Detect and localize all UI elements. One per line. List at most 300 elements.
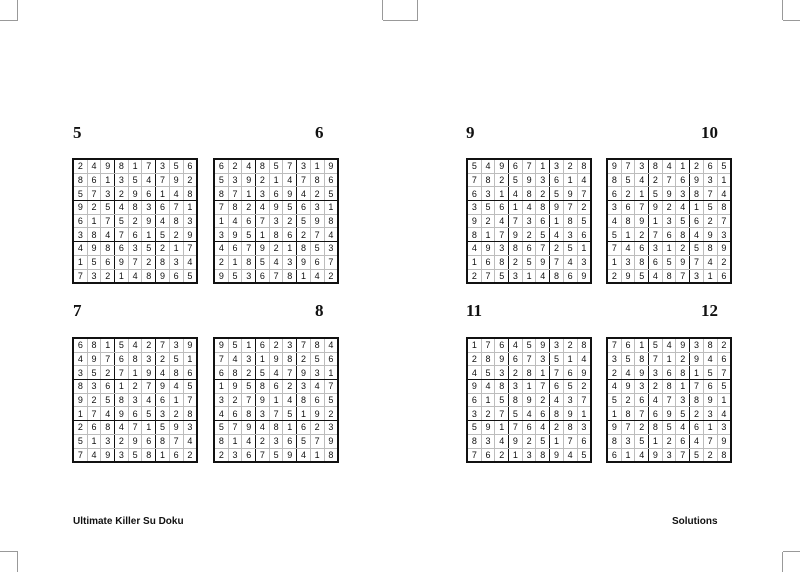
sudoku-cell: 9 (467, 380, 481, 394)
sudoku-cell: 6 (101, 380, 115, 394)
sudoku-cell: 9 (635, 214, 649, 228)
sudoku-cell: 8 (242, 407, 256, 421)
sudoku-cell: 1 (101, 338, 115, 352)
sudoku-cell: 4 (509, 187, 523, 201)
sudoku-cell: 9 (577, 269, 591, 283)
sudoku-cell: 7 (481, 338, 495, 352)
sudoku-cell: 6 (550, 380, 564, 394)
sudoku-cell: 9 (128, 187, 142, 201)
sudoku-cell: 4 (635, 173, 649, 187)
sudoku-cell: 6 (607, 448, 621, 462)
sudoku-cell: 8 (467, 434, 481, 448)
sudoku-cell: 7 (297, 173, 311, 187)
sudoku-cell: 6 (495, 201, 509, 215)
sudoku-cell: 3 (563, 393, 577, 407)
sudoku-cell: 2 (467, 352, 481, 366)
sudoku-cell: 3 (635, 380, 649, 394)
sudoku-row (607, 228, 731, 242)
sudoku-cell: 4 (101, 407, 115, 421)
sudoku-cell: 3 (128, 242, 142, 256)
sudoku-cell: 5 (73, 434, 87, 448)
sudoku-cell: 1 (649, 434, 663, 448)
sudoku-cell: 9 (101, 448, 115, 462)
sudoku-cell: 1 (228, 255, 242, 269)
sudoku-cell: 6 (577, 228, 591, 242)
sudoku-cell: 2 (662, 434, 676, 448)
sudoku-cell: 6 (156, 393, 170, 407)
sudoku-cell: 8 (495, 255, 509, 269)
sudoku-cell: 1 (169, 242, 183, 256)
sudoku-cell: 3 (183, 421, 197, 435)
sudoku-cell: 8 (550, 407, 564, 421)
sudoku-cell: 7 (242, 242, 256, 256)
sudoku-row (214, 187, 338, 201)
sudoku-cell: 5 (577, 448, 591, 462)
sudoku-cell: 1 (703, 269, 717, 283)
sudoku-cell: 5 (101, 393, 115, 407)
sudoku-cell: 2 (142, 338, 156, 352)
sudoku-cell: 7 (607, 338, 621, 352)
sudoku-cell: 3 (607, 352, 621, 366)
sudoku-cell: 1 (577, 242, 591, 256)
sudoku-row (214, 434, 338, 448)
sudoku-cell: 3 (536, 352, 550, 366)
sudoku-cell: 8 (649, 421, 663, 435)
sudoku-cell: 3 (509, 269, 523, 283)
sudoku-row (73, 255, 197, 269)
sudoku-cell: 8 (214, 187, 228, 201)
sudoku-cell: 9 (242, 421, 256, 435)
sudoku-cell: 4 (481, 380, 495, 394)
sudoku-cell: 3 (269, 434, 283, 448)
sudoku-cell: 9 (101, 159, 115, 173)
sudoku-cell: 6 (509, 159, 523, 173)
sudoku-cell: 3 (242, 352, 256, 366)
sudoku-cell: 6 (214, 159, 228, 173)
sudoku-cell: 8 (269, 421, 283, 435)
sudoku-cell: 2 (509, 255, 523, 269)
sudoku-row (607, 448, 731, 462)
sudoku-cell: 2 (509, 366, 523, 380)
sudoku-cell: 2 (563, 338, 577, 352)
sudoku-cell: 8 (228, 201, 242, 215)
sudoku-cell: 9 (214, 269, 228, 283)
sudoku-cell: 8 (563, 214, 577, 228)
sudoku-cell: 2 (142, 255, 156, 269)
sudoku-cell: 7 (142, 380, 156, 394)
sudoku-row (467, 201, 591, 215)
sudoku-cell: 9 (87, 352, 101, 366)
sudoku-cell: 2 (703, 214, 717, 228)
sudoku-row (73, 214, 197, 228)
sudoku-table (466, 158, 592, 284)
sudoku-cell: 9 (310, 214, 324, 228)
sudoku-cell: 8 (690, 393, 704, 407)
sudoku-row (214, 421, 338, 435)
sudoku-cell: 3 (621, 434, 635, 448)
sudoku-cell: 2 (662, 201, 676, 215)
sudoku-row (214, 366, 338, 380)
sudoku-cell: 6 (128, 407, 142, 421)
sudoku-row (73, 366, 197, 380)
sudoku-cell: 6 (690, 421, 704, 435)
sudoku-cell: 8 (228, 366, 242, 380)
sudoku-cell: 2 (310, 187, 324, 201)
sudoku-cell: 1 (128, 366, 142, 380)
sudoku-cell: 2 (269, 242, 283, 256)
sudoku-cell: 2 (214, 255, 228, 269)
sudoku-cell: 9 (662, 407, 676, 421)
sudoku-cell: 5 (283, 201, 297, 215)
sudoku-row (607, 338, 731, 352)
sudoku-cell: 5 (115, 338, 129, 352)
sudoku-cell: 5 (142, 242, 156, 256)
sudoku-cell: 5 (156, 228, 170, 242)
crop-mark (400, 20, 418, 21)
sudoku-cell: 8 (169, 366, 183, 380)
sudoku-cell: 7 (128, 421, 142, 435)
sudoku-cell: 7 (676, 448, 690, 462)
sudoku-cell: 8 (87, 228, 101, 242)
sudoku-cell: 3 (467, 201, 481, 215)
sudoku-cell: 6 (101, 255, 115, 269)
sudoku-cell: 3 (536, 173, 550, 187)
sudoku-cell: 7 (577, 393, 591, 407)
sudoku-cell: 4 (128, 269, 142, 283)
sudoku-cell: 7 (156, 173, 170, 187)
sudoku-cell: 5 (169, 352, 183, 366)
sudoku-cell: 6 (256, 338, 270, 352)
sudoku-cell: 4 (703, 352, 717, 366)
sudoku-cell: 6 (269, 187, 283, 201)
sudoku-cell: 5 (607, 228, 621, 242)
sudoku-cell: 2 (495, 448, 509, 462)
sudoku-row (214, 159, 338, 173)
sudoku-cell: 7 (169, 201, 183, 215)
sudoku-cell: 2 (607, 269, 621, 283)
sudoku-cell: 4 (256, 201, 270, 215)
sudoku-cell: 9 (269, 352, 283, 366)
sudoku-row (467, 380, 591, 394)
sudoku-cell: 2 (73, 159, 87, 173)
sudoku-row (607, 242, 731, 256)
sudoku-cell: 1 (297, 407, 311, 421)
sudoku-cell: 8 (128, 352, 142, 366)
sudoku-cell: 8 (183, 407, 197, 421)
sudoku-cell: 2 (703, 448, 717, 462)
sudoku-cell: 6 (550, 173, 564, 187)
sudoku-cell: 6 (703, 159, 717, 173)
sudoku-row (73, 407, 197, 421)
sudoku-cell: 4 (536, 421, 550, 435)
sudoku-cell: 2 (128, 380, 142, 394)
sudoku-cell: 1 (324, 366, 338, 380)
sudoku-row (467, 421, 591, 435)
sudoku-cell: 4 (169, 187, 183, 201)
sudoku-cell: 2 (550, 421, 564, 435)
sudoku-cell: 7 (550, 366, 564, 380)
sudoku-cell: 4 (662, 338, 676, 352)
sudoku-cell: 2 (156, 242, 170, 256)
page-footer: Solutions (672, 516, 718, 527)
sudoku-cell: 8 (169, 214, 183, 228)
sudoku-cell: 8 (717, 448, 731, 462)
sudoku-cell: 1 (269, 393, 283, 407)
sudoku-cell: 5 (269, 159, 283, 173)
sudoku-row (467, 159, 591, 173)
sudoku-cell: 3 (256, 187, 270, 201)
sudoku-row (467, 228, 591, 242)
sudoku-cell: 6 (495, 338, 509, 352)
sudoku-cell: 8 (509, 393, 523, 407)
sudoku-cell: 2 (676, 242, 690, 256)
sudoku-table (606, 158, 732, 284)
sudoku-cell: 9 (87, 242, 101, 256)
sudoku-cell: 3 (87, 380, 101, 394)
sudoku-cell: 5 (703, 366, 717, 380)
sudoku-cell: 6 (283, 228, 297, 242)
sudoku-row (214, 255, 338, 269)
sudoku-cell: 2 (269, 338, 283, 352)
sudoku-cell: 9 (550, 448, 564, 462)
sudoku-cell: 6 (169, 448, 183, 462)
sudoku-cell: 3 (310, 201, 324, 215)
sudoku-cell: 3 (563, 228, 577, 242)
sudoku-cell: 5 (662, 255, 676, 269)
sudoku-cell: 1 (703, 421, 717, 435)
sudoku-cell: 2 (717, 338, 731, 352)
sudoku-cell: 4 (283, 393, 297, 407)
sudoku-cell: 8 (621, 407, 635, 421)
sudoku-cell: 6 (156, 201, 170, 215)
sudoku-cell: 9 (509, 434, 523, 448)
sudoku-cell: 5 (297, 214, 311, 228)
sudoku-cell: 3 (621, 255, 635, 269)
sudoku-cell: 7 (214, 352, 228, 366)
sudoku-cell: 6 (87, 173, 101, 187)
sudoku-cell: 5 (169, 159, 183, 173)
sudoku-cell: 4 (536, 269, 550, 283)
sudoku-row (73, 228, 197, 242)
sudoku-cell: 2 (256, 173, 270, 187)
sudoku-row (73, 159, 197, 173)
sudoku-cell: 1 (550, 214, 564, 228)
sudoku-cell: 1 (228, 434, 242, 448)
sudoku-cell: 4 (495, 434, 509, 448)
sudoku-cell: 5 (87, 255, 101, 269)
sudoku-cell: 8 (495, 380, 509, 394)
sudoku-cell: 5 (87, 366, 101, 380)
sudoku-grid (606, 158, 727, 281)
sudoku-cell: 5 (563, 380, 577, 394)
sudoku-cell: 8 (509, 242, 523, 256)
sudoku-cell: 4 (676, 421, 690, 435)
sudoku-cell: 3 (142, 352, 156, 366)
sudoku-cell: 5 (73, 187, 87, 201)
sudoku-cell: 5 (536, 434, 550, 448)
sudoku-cell: 5 (676, 407, 690, 421)
sudoku-cell: 8 (536, 448, 550, 462)
sudoku-cell: 1 (621, 448, 635, 462)
sudoku-cell: 4 (495, 214, 509, 228)
sudoku-cell: 3 (256, 407, 270, 421)
sudoku-cell: 4 (242, 434, 256, 448)
sudoku-cell: 5 (662, 421, 676, 435)
sudoku-cell: 8 (283, 352, 297, 366)
sudoku-cell: 1 (183, 352, 197, 366)
sudoku-cell: 7 (156, 338, 170, 352)
sudoku-cell: 7 (635, 407, 649, 421)
sudoku-cell: 6 (324, 352, 338, 366)
sudoku-cell: 7 (509, 421, 523, 435)
sudoku-cell: 5 (310, 352, 324, 366)
sudoku-cell: 8 (242, 255, 256, 269)
sudoku-cell: 7 (649, 352, 663, 366)
sudoku-cell: 5 (621, 352, 635, 366)
sudoku-cell: 6 (481, 448, 495, 462)
sudoku-cell: 4 (228, 214, 242, 228)
sudoku-table (466, 337, 592, 463)
sudoku-row (214, 338, 338, 352)
sudoku-cell: 1 (495, 421, 509, 435)
sudoku-cell: 7 (256, 448, 270, 462)
sudoku-cell: 1 (635, 187, 649, 201)
sudoku-cell: 6 (73, 214, 87, 228)
sudoku-cell: 6 (256, 269, 270, 283)
sudoku-cell: 3 (115, 448, 129, 462)
puzzle-number: 9 (466, 123, 475, 142)
sudoku-cell: 1 (128, 159, 142, 173)
sudoku-cell: 5 (228, 269, 242, 283)
sudoku-cell: 7 (269, 269, 283, 283)
sudoku-row (214, 448, 338, 462)
sudoku-cell: 4 (297, 187, 311, 201)
sudoku-cell: 1 (101, 173, 115, 187)
sudoku-cell: 2 (156, 352, 170, 366)
sudoku-cell: 1 (577, 407, 591, 421)
sudoku-cell: 9 (324, 434, 338, 448)
sudoku-cell: 8 (156, 434, 170, 448)
sudoku-cell: 1 (635, 338, 649, 352)
sudoku-cell: 2 (242, 366, 256, 380)
sudoku-cell: 8 (467, 228, 481, 242)
sudoku-cell: 8 (115, 159, 129, 173)
sudoku-cell: 3 (310, 366, 324, 380)
sudoku-cell: 5 (269, 448, 283, 462)
sudoku-cell: 1 (142, 421, 156, 435)
sudoku-cell: 7 (283, 366, 297, 380)
sudoku-cell: 3 (73, 228, 87, 242)
sudoku-cell: 3 (183, 214, 197, 228)
sudoku-row (607, 214, 731, 228)
crop-mark (383, 20, 400, 21)
sudoku-cell: 7 (283, 159, 297, 173)
sudoku-cell: 9 (717, 242, 731, 256)
sudoku-cell: 6 (621, 201, 635, 215)
sudoku-cell: 2 (522, 434, 536, 448)
sudoku-grid (72, 337, 193, 460)
sudoku-cell: 3 (550, 159, 564, 173)
sudoku-cell: 6 (607, 187, 621, 201)
sudoku-cell: 9 (536, 338, 550, 352)
sudoku-grid (466, 337, 587, 460)
sudoku-cell: 1 (310, 448, 324, 462)
sudoku-cell: 8 (563, 421, 577, 435)
sudoku-cell: 6 (297, 201, 311, 215)
sudoku-cell: 7 (128, 255, 142, 269)
sudoku-cell: 4 (607, 380, 621, 394)
sudoku-table (213, 337, 339, 463)
sudoku-cell: 4 (690, 228, 704, 242)
sudoku-cell: 9 (228, 228, 242, 242)
sudoku-cell: 8 (183, 187, 197, 201)
sudoku-cell: 5 (214, 173, 228, 187)
sudoku-cell: 4 (310, 269, 324, 283)
sudoku-row (73, 201, 197, 215)
sudoku-cell: 3 (509, 380, 523, 394)
sudoku-cell: 7 (101, 352, 115, 366)
sudoku-cell: 2 (481, 214, 495, 228)
sudoku-cell: 2 (635, 421, 649, 435)
sudoku-cell: 7 (563, 434, 577, 448)
sudoku-cell: 2 (690, 159, 704, 173)
sudoku-cell: 9 (495, 159, 509, 173)
sudoku-cell: 6 (115, 352, 129, 366)
sudoku-cell: 1 (563, 352, 577, 366)
sudoku-cell: 7 (577, 187, 591, 201)
sudoku-cell: 6 (690, 214, 704, 228)
sudoku-cell: 2 (228, 393, 242, 407)
sudoku-cell: 5 (509, 407, 523, 421)
sudoku-cell: 7 (87, 187, 101, 201)
sudoku-cell: 8 (115, 393, 129, 407)
sudoku-cell: 1 (481, 228, 495, 242)
sudoku-cell: 7 (522, 352, 536, 366)
sudoku-cell: 4 (156, 214, 170, 228)
sudoku-cell: 1 (156, 187, 170, 201)
sudoku-cell: 7 (256, 214, 270, 228)
sudoku-cell: 1 (607, 255, 621, 269)
sudoku-cell: 5 (635, 269, 649, 283)
sudoku-grid (213, 337, 334, 460)
sudoku-cell: 2 (214, 448, 228, 462)
sudoku-cell: 5 (635, 434, 649, 448)
sudoku-table (72, 337, 198, 463)
sudoku-row (467, 352, 591, 366)
sudoku-cell: 7 (115, 366, 129, 380)
sudoku-cell: 1 (324, 201, 338, 215)
sudoku-cell: 8 (481, 173, 495, 187)
sudoku-cell: 4 (269, 366, 283, 380)
crop-mark (0, 551, 18, 552)
sudoku-cell: 8 (703, 338, 717, 352)
sudoku-cell: 8 (577, 159, 591, 173)
sudoku-cell: 5 (563, 242, 577, 256)
sudoku-cell: 7 (467, 173, 481, 187)
puzzle-number: 6 (315, 123, 324, 142)
sudoku-table (213, 158, 339, 284)
sudoku-cell: 1 (522, 380, 536, 394)
sudoku-row (467, 187, 591, 201)
sudoku-cell: 8 (214, 434, 228, 448)
sudoku-cell: 5 (690, 242, 704, 256)
sudoku-table (72, 158, 198, 284)
sudoku-cell: 1 (73, 255, 87, 269)
sudoku-cell: 3 (283, 255, 297, 269)
sudoku-cell: 5 (495, 269, 509, 283)
sudoku-cell: 3 (128, 393, 142, 407)
sudoku-cell: 4 (635, 448, 649, 462)
